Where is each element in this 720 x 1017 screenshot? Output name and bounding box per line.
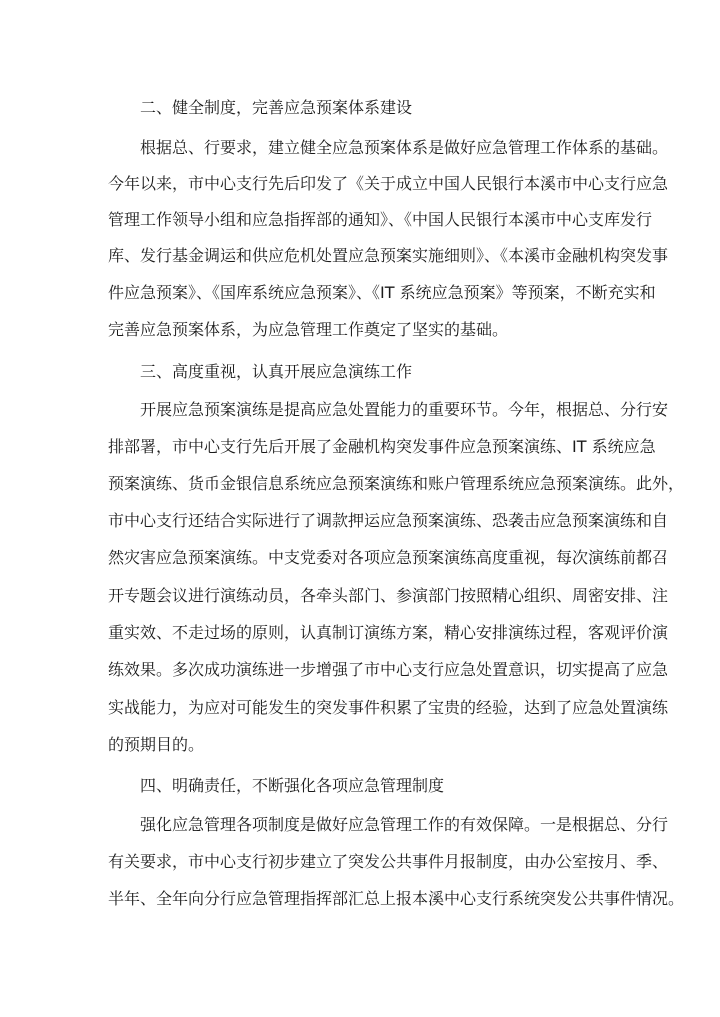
paragraph-line: 管理工作领导小组和应急指挥部的通知》、《中国人民银行本溪市中心支库发行 bbox=[108, 210, 653, 229]
paragraph-line: 开专题会议进行演练动员，各牵头部门、参演部门按照精心组织、周密安排、注 bbox=[108, 586, 669, 605]
paragraph-line: 实战能力，为应对可能发生的突发事件积累了宝贵的经验，达到了应急处置演练 bbox=[108, 698, 669, 717]
paragraph-line: 完善应急预案体系，为应急管理工作奠定了坚实的基础。 bbox=[108, 320, 509, 339]
paragraph-line: 根据总、行要求，建立健全应急预案体系是做好应急管理工作体系的基础。 bbox=[140, 138, 669, 157]
paragraph-line: 强化应急管理各项制度是做好应急管理工作的有效保障。一是根据总、分行 bbox=[140, 815, 669, 834]
section-heading-2: 二、健全制度，完善应急预案体系建设 bbox=[140, 98, 413, 117]
paragraph-line: 然灾害应急预案演练。中支党委对各项应急预案演练高度重视，每次演练前都召 bbox=[108, 548, 669, 567]
paragraph-line: 今年以来，市中心支行先后印发了《关于成立中国人民银行本溪市中心支行应急 bbox=[108, 174, 669, 193]
paragraph-line: 的预期目的。 bbox=[108, 735, 205, 754]
paragraph-line: 预案演练、货币金银信息系统应急预案演练和账户管理系统应急预案演练。此外， bbox=[108, 474, 685, 493]
paragraph-line: 开展应急预案演练是提高应急处置能力的重要环节。今年，根据总、分行安 bbox=[140, 400, 669, 419]
paragraph-line: 件应急预案》、《国库系统应急预案》、《IT 系统应急预案》等预案，不断充实和 bbox=[108, 283, 656, 302]
section-heading-4: 四、明确责任，不断强化各项应急管理制度 bbox=[140, 776, 445, 795]
paragraph-line: 库、发行基金调运和供应危机处置应急预案实施细则》、《本溪市金融机构突发事 bbox=[108, 246, 669, 265]
paragraph-line: 市中心支行还结合实际进行了调款押运应急预案演练、恐袭击应急预案演练和自 bbox=[108, 511, 669, 530]
paragraph-line: 重实效、不走过场的原则，认真制订演练方案，精心安排演练过程，客观评价演 bbox=[108, 623, 669, 642]
paragraph-line: 排部署，市中心支行先后开展了金融机构突发事件应急预案演练、IT 系统应急 bbox=[108, 437, 656, 456]
paragraph-line: 半年、全年向分行应急管理指挥部汇总上报本溪中心支行系统突发公共事件情况。 bbox=[108, 889, 685, 908]
section-heading-3: 三、高度重视，认真开展应急演练工作 bbox=[140, 362, 413, 381]
paragraph-line: 有关要求，市中心支行初步建立了突发公共事件月报制度，由办公室按月、季、 bbox=[108, 852, 669, 871]
paragraph-line: 练效果。多次成功演练进一步增强了市中心支行应急处置意识，切实提高了应急 bbox=[108, 660, 669, 679]
